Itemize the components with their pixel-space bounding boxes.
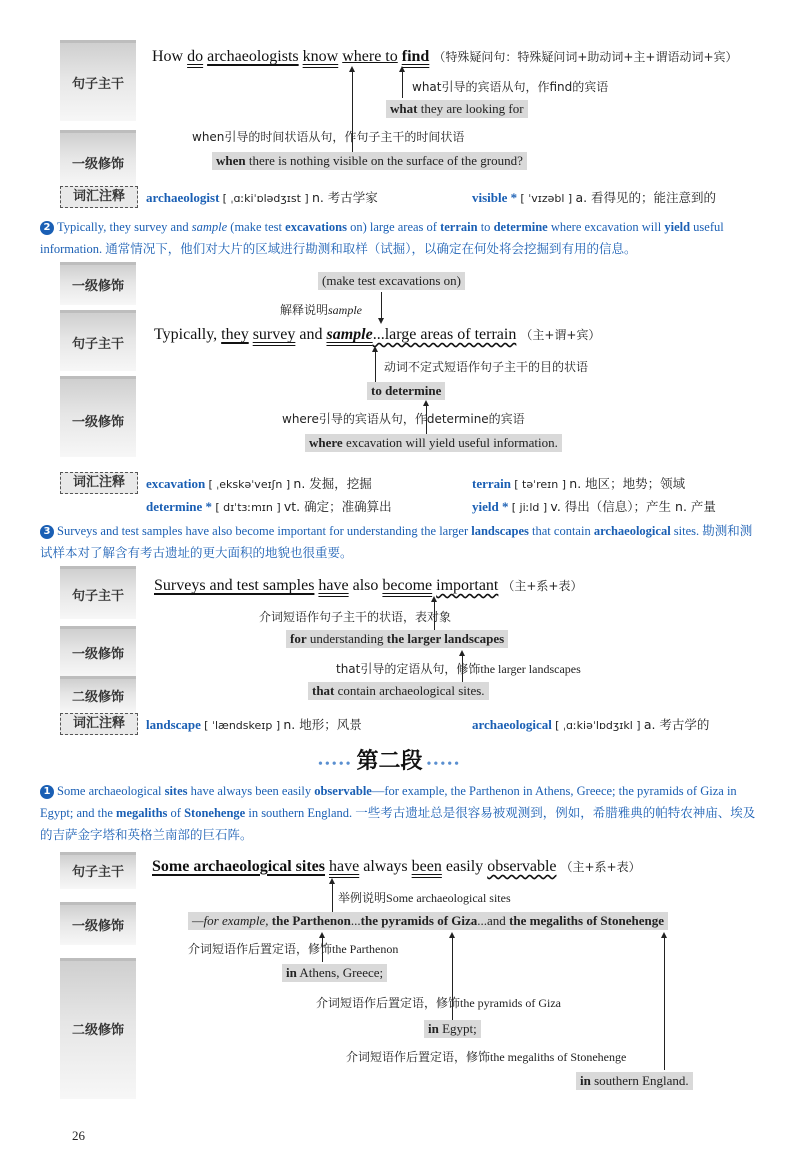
sentence-core-2: Typically, they survey and sample...large areas of terrain （主+谓+宾） (154, 326, 601, 343)
highlight-where-clause: where excavation will yield useful information. (305, 434, 562, 452)
vocab-archaeological: archaeological [ ˌɑːkiəˈlɒdʒɪkl ] a. 考古学的 (472, 717, 710, 732)
highlight-make-test: (make test excavations on) (318, 272, 465, 290)
sentence-core-4: Some archaeological sites have always been easily observable （主+系+表） (152, 858, 641, 875)
highlight-that-clause: that contain archaeological sites. (308, 682, 489, 700)
paragraph-run: in southern England. (245, 806, 356, 820)
paragraph-run: sample (191, 220, 228, 234)
highlight-when-clause: when there is nothing visible on the surface of the ground? (212, 152, 527, 170)
paragraph-run: on) large areas of (346, 220, 441, 234)
vocab-excavation: excavation [ ˌekskəˈveɪʃn ] n. 发掘，挖掘 (146, 476, 372, 491)
paragraph-run: of (167, 806, 185, 820)
note-when-clause: when引导的时间状语从句，作句子主干的时间状语 (192, 130, 465, 144)
paragraph-run: —for example, the Parthenon in Athens, Greece; the pyramids of Giza in Egypt; and the (40, 784, 737, 820)
paragraph-run: determine (493, 220, 548, 234)
vocab-yield: yield * [ jiːld ] v. 得出（信息）；产生 n. 产量 (472, 499, 716, 514)
label-core-b4: 句子主干 (60, 852, 136, 889)
note-postmod-1: 介词短语作后置定语，修饰the Parthenon (188, 942, 399, 956)
paragraph-run: observable (314, 784, 372, 798)
vocab-tag-3: 词汇注释 (60, 713, 138, 735)
vocab-terrain: terrain [ təˈreɪn ] n. 地区；地势；领域 (472, 476, 686, 491)
note-example: 举例说明Some archaeological sites (338, 891, 511, 905)
paragraph-2: 2 Typically, they survey and sample (make test excavations on) large areas of terrain to determine where excavation will yield useful information. 通常情况下，他们对大片的区域进行勘测和取样（试掘），以确定在何处将会挖掘到有用的信息。 (40, 220, 724, 256)
paragraph-run: to (477, 220, 494, 234)
paragraph-run: terrain (440, 220, 478, 234)
paragraph-4: 1 Some archaeological sites have always been easily observable—for example, the Parthenon in Athens, Greece; the pyramids of Giza in Egypt; and the megaliths of Stonehenge in southern England. 一些考古遗址总是很容易被观测到，例如，希腊雅典的帕特农神庙、埃及的吉萨金字塔和英格兰南部的巨石阵。 (40, 784, 756, 842)
note-infinitive: 动词不定式短语作句子主干的目的状语 (384, 360, 589, 374)
label-level1-b2: 一级修饰 (60, 262, 136, 305)
note-postmod-3: 介词短语作后置定语，修饰the megaliths of Stonehenge (346, 1050, 627, 1064)
paragraph-run: (make test (227, 220, 286, 234)
highlight-for-example: —for example, the Parthenon...the pyramids of Giza...and the megaliths of Stonehenge (188, 912, 668, 930)
paragraph-run: where excavation will (547, 220, 665, 234)
note-prep-phrase: 介词短语作句子主干的状语，表对象 (259, 610, 452, 624)
paragraph-run: useful information. (40, 220, 724, 256)
paragraph-run: yield (664, 220, 691, 234)
label-level1-b4: 一级修饰 (60, 902, 136, 945)
note-postmod-2: 介词短语作后置定语，修饰the pyramids of Giza (316, 996, 561, 1010)
vocab-landscape: landscape [ ˈlændskeɪp ] n. 地形；风景 (146, 717, 362, 732)
paragraph-run: Surveys and test samples have also become important for understanding the larger (57, 524, 472, 538)
paragraph-run: megaliths (116, 806, 168, 820)
paragraph-run: Stonehenge (184, 806, 246, 820)
sentence-core-3: Surveys and test samples have also become important （主+系+表） (154, 577, 583, 594)
label-core-b2: 句子主干 (60, 310, 136, 371)
vocab-determine: determine * [ dɪˈtɜːmɪn ] vt. 确定；准确算出 (146, 499, 392, 514)
vocab-tag-2: 词汇注释 (60, 472, 138, 494)
label-level1-b2b: 一级修饰 (60, 376, 136, 457)
highlight-for-understanding: for understanding the larger landscapes (286, 630, 508, 648)
label-level2-b3: 二级修饰 (60, 676, 136, 713)
vocab-tag-1: 词汇注释 (60, 186, 138, 208)
paragraph-3: 3 Surveys and test samples have also become important for understanding the larger landscapes that contain archaeological sites. 勘测和测试样本对了解含有考古遗址的更大面积的地貌也很重要。 (40, 523, 753, 560)
highlight-in-egypt: in Egypt; (424, 1020, 481, 1038)
paragraph-run: that contain (528, 524, 594, 538)
paragraph-run: have always been easily (187, 784, 315, 798)
note-where-clause: where引导的宾语从句，作determine的宾语 (282, 412, 525, 426)
page-number: 26 (72, 1128, 85, 1143)
sentence-core-1: How do archaeologists know where to find （特殊疑问句：特殊疑问词+助动词+主+谓语动词+宾） (152, 48, 738, 65)
note-explain-sample: 解释说明sample (280, 303, 363, 317)
paragraph-run: sites. (670, 524, 703, 538)
label-level2-b4: 二级修饰 (60, 958, 136, 1099)
highlight-what-clause: what they are looking for (386, 100, 528, 118)
paragraph-run: sites (164, 784, 188, 798)
label-core: 句子主干 (60, 40, 136, 121)
section-header: ••••• 第二段 ••••• (318, 749, 462, 774)
label-level1: 一级修饰 (60, 130, 136, 187)
note-that-clause: that引导的定语从句，修饰the larger landscapes (336, 662, 581, 676)
paragraph-run: landscapes (471, 524, 529, 538)
highlight-in-southern-england: in southern England. (576, 1072, 693, 1090)
paragraph-run: excavations (285, 220, 347, 234)
highlight-to-determine: to determine (367, 382, 445, 400)
label-level1-b3: 一级修饰 (60, 626, 136, 677)
label-core-b3: 句子主干 (60, 566, 136, 619)
note-what-clause: what引导的宾语从句，作find的宾语 (412, 80, 609, 94)
paragraph-run: Some archaeological (57, 784, 165, 798)
paragraph-run: archaeological (593, 524, 671, 538)
highlight-in-athens: in Athens, Greece; (282, 964, 387, 982)
vocab-visible: visible * [ ˈvɪzəbl ] a. 看得见的；能注意到的 (472, 190, 717, 205)
vocab-archaeologist: archaeologist [ ˌɑːkiˈɒlədʒɪst ] n. 考古学家 (146, 190, 378, 205)
paragraph-run: Typically, they survey and (57, 220, 192, 234)
